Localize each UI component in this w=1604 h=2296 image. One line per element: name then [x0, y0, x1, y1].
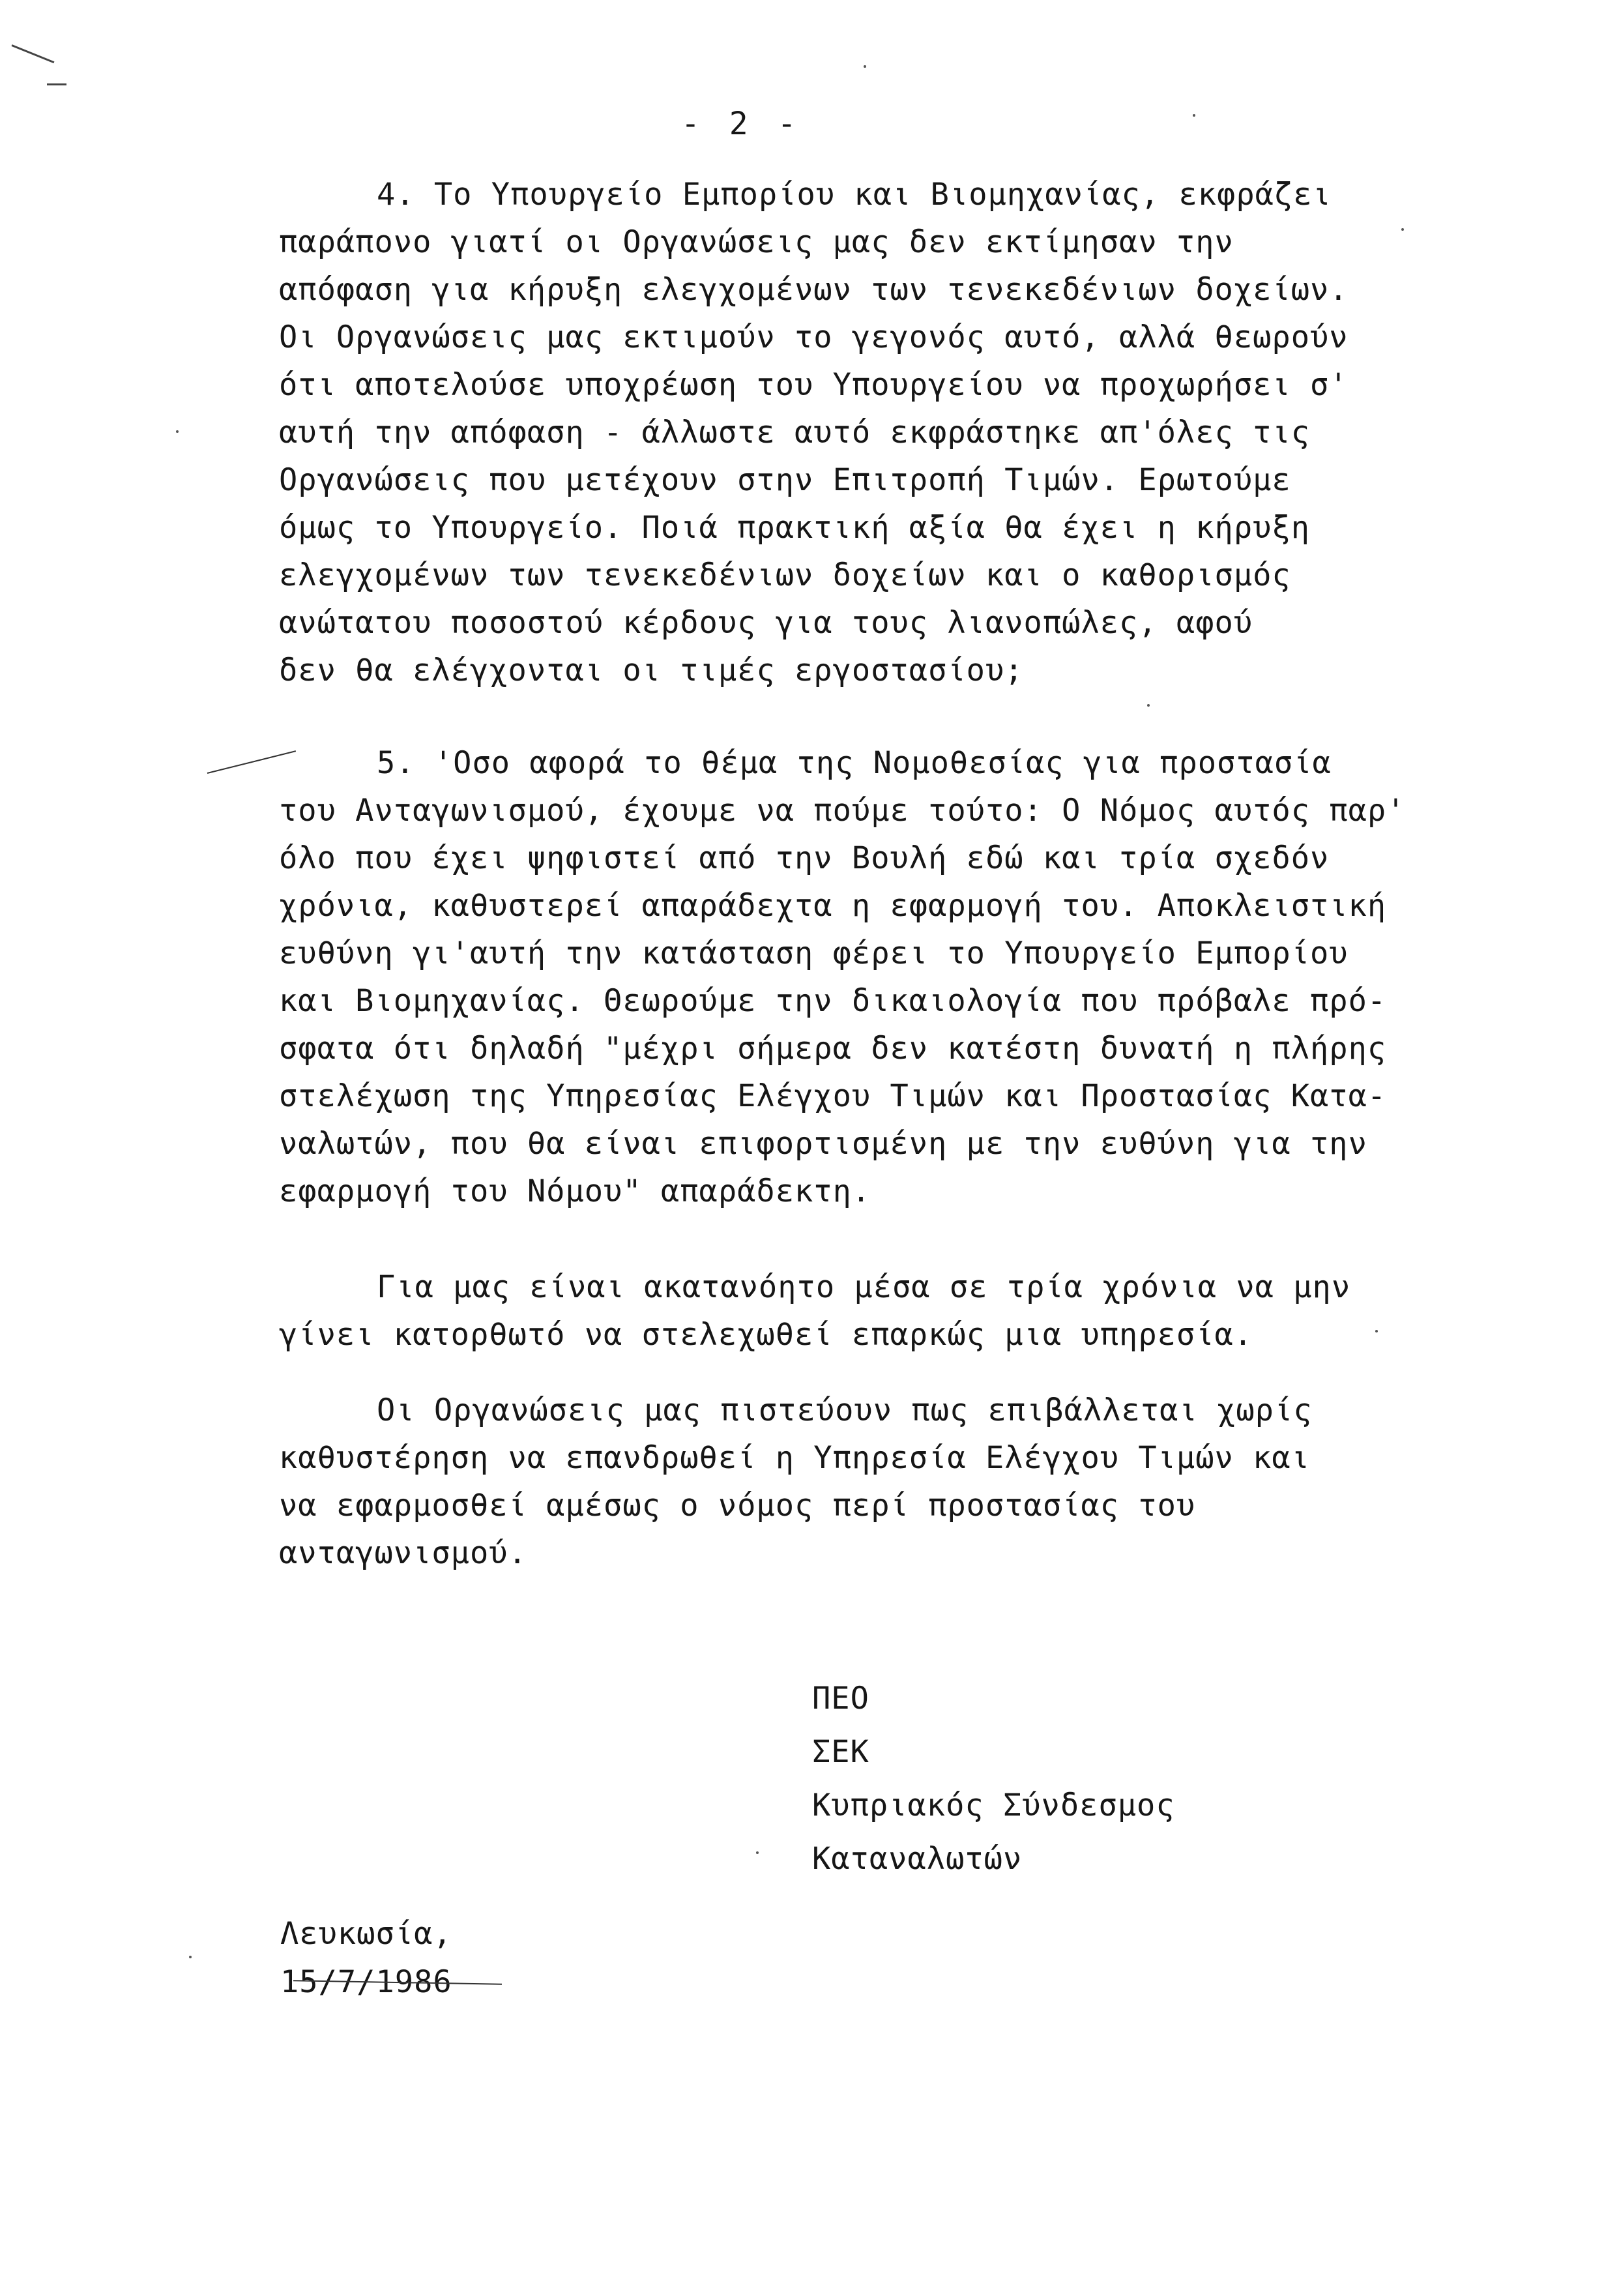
paragraph-7	[279, 1387, 1313, 1577]
paragraph-5	[279, 739, 1406, 1215]
text-line: χρόνια, καθυστερεί απαράδεχτα η εφαρμογή του. Αποκλειστική	[279, 888, 1387, 924]
scan-speck	[756, 1851, 759, 1854]
paragraph-4	[279, 171, 1349, 694]
text-line: ανταγωνισμού.	[279, 1535, 527, 1571]
text-line: Οργανώσεις που μετέχουν στην Επιτροπή Τιμών. Ερωτούμε	[279, 462, 1291, 498]
place-date-block	[280, 1910, 452, 2007]
signatory-peo: ΠΕΟ	[812, 1681, 869, 1716]
text-line: όμως το Υπουργείο. Ποιά πρακτική αξία θα έχει η κήρυξη	[279, 510, 1311, 546]
scan-speck	[1375, 1330, 1378, 1332]
text-line: αυτή την απόφαση - άλλωστε αυτό εκφράστηκε απ'όλες τις	[279, 415, 1311, 450]
scan-mark	[11, 44, 54, 63]
signatory-consumers-1: Κυπριακός Σύνδεσμος	[812, 1788, 1175, 1823]
text-line: ναλωτών, που θα είναι επιφορτισμένη με την ευθύνη για την	[279, 1126, 1367, 1162]
text-line: δεν θα ελέγχονται οι τιμές εργοστασίου;	[279, 653, 1024, 688]
text-line: όλο που έχει ψηφιστεί από την Βουλή εδώ και τρία σχεδόν	[279, 840, 1330, 876]
text-line: ανώτατου ποσοστού κέρδους για τους λιανοπώλες, αφού	[279, 605, 1253, 641]
text-line: καθυστέρηση να επανδρωθεί η Υπηρεσία Ελέγχου Τιμών και	[279, 1440, 1311, 1476]
scan-speck	[189, 1956, 192, 1958]
text-line: παράπονο γιατί οι Οργανώσεις μας δεν εκτίμησαν την	[279, 224, 1234, 260]
text-line: Για μας είναι ακατανόητο μέσα σε τρία χρόνια να μην	[377, 1269, 1351, 1305]
signatory-consumers-2: Καταναλωτών	[812, 1841, 1023, 1877]
scan-speck	[1401, 228, 1404, 231]
text-line: και Βιομηχανίας. Θεωρούμε την δικαιολογία που πρόβαλε πρό-	[279, 983, 1387, 1019]
scan-speck	[864, 65, 866, 68]
text-line: ελεγχομένων των τενεκεδένιων δοχείων και ο καθορισμός	[279, 557, 1291, 593]
text-line: Οι Οργανώσεις μας πιστεύουν πως επιβάλλεται χωρίς	[377, 1392, 1313, 1428]
text-line: 5. 'Οσο αφορά το θέμα της Νομοθεσίας για προστασία	[377, 745, 1332, 781]
scan-mark	[47, 83, 66, 85]
scan-speck	[1147, 704, 1150, 707]
text-line: του Ανταγωνισμού, έχουμε να πούμε τούτο: Ο Νόμος αυτός παρ'	[279, 793, 1406, 829]
date: 15/7/1986	[280, 1964, 452, 2000]
text-line: Οι Οργανώσεις μας εκτιμούν το γεγονός αυτό, αλλά θεωρούν	[279, 319, 1349, 355]
text-line: 4. Το Υπουργείο Εμπορίου και Βιομηχανίας, εκφράζει	[377, 177, 1332, 213]
scan-speck	[176, 430, 179, 433]
text-line: ότι αποτελούσε υποχρέωση του Υπουργείου να προχωρήσει σ'	[279, 367, 1349, 403]
text-line: σφατα ότι δηλαδή "μέχρι σήμερα δεν κατέστη δυνατή η πλήρης	[279, 1031, 1387, 1067]
scan-speck	[1193, 114, 1195, 117]
text-line: γίνει κατορθωτό να στελεχωθεί επαρκώς μια υπηρεσία.	[279, 1317, 1253, 1353]
text-line: στελέχωση της Υπηρεσίας Ελέγχου Τιμών και Προστασίας Κατα-	[279, 1078, 1387, 1114]
page-number: - 2 -	[681, 106, 802, 142]
paragraph-6	[279, 1263, 1350, 1359]
signatory-sek: ΣΕΚ	[812, 1734, 869, 1770]
text-line: ευθύνη γι'αυτή την κατάσταση φέρει το Υπουργείο Εμπορίου	[279, 935, 1349, 971]
text-line: εφαρμογή του Νόμου" απαράδεκτη.	[279, 1173, 871, 1209]
place: Λευκωσία,	[280, 1916, 452, 1952]
signatories-block	[812, 1672, 1175, 1886]
text-line: απόφαση για κήρυξη ελεγχομένων των τενεκεδένιων δοχείων.	[279, 272, 1349, 308]
text-line: να εφαρμοσθεί αμέσως ο νόμος περί προστασίας του	[279, 1488, 1196, 1523]
